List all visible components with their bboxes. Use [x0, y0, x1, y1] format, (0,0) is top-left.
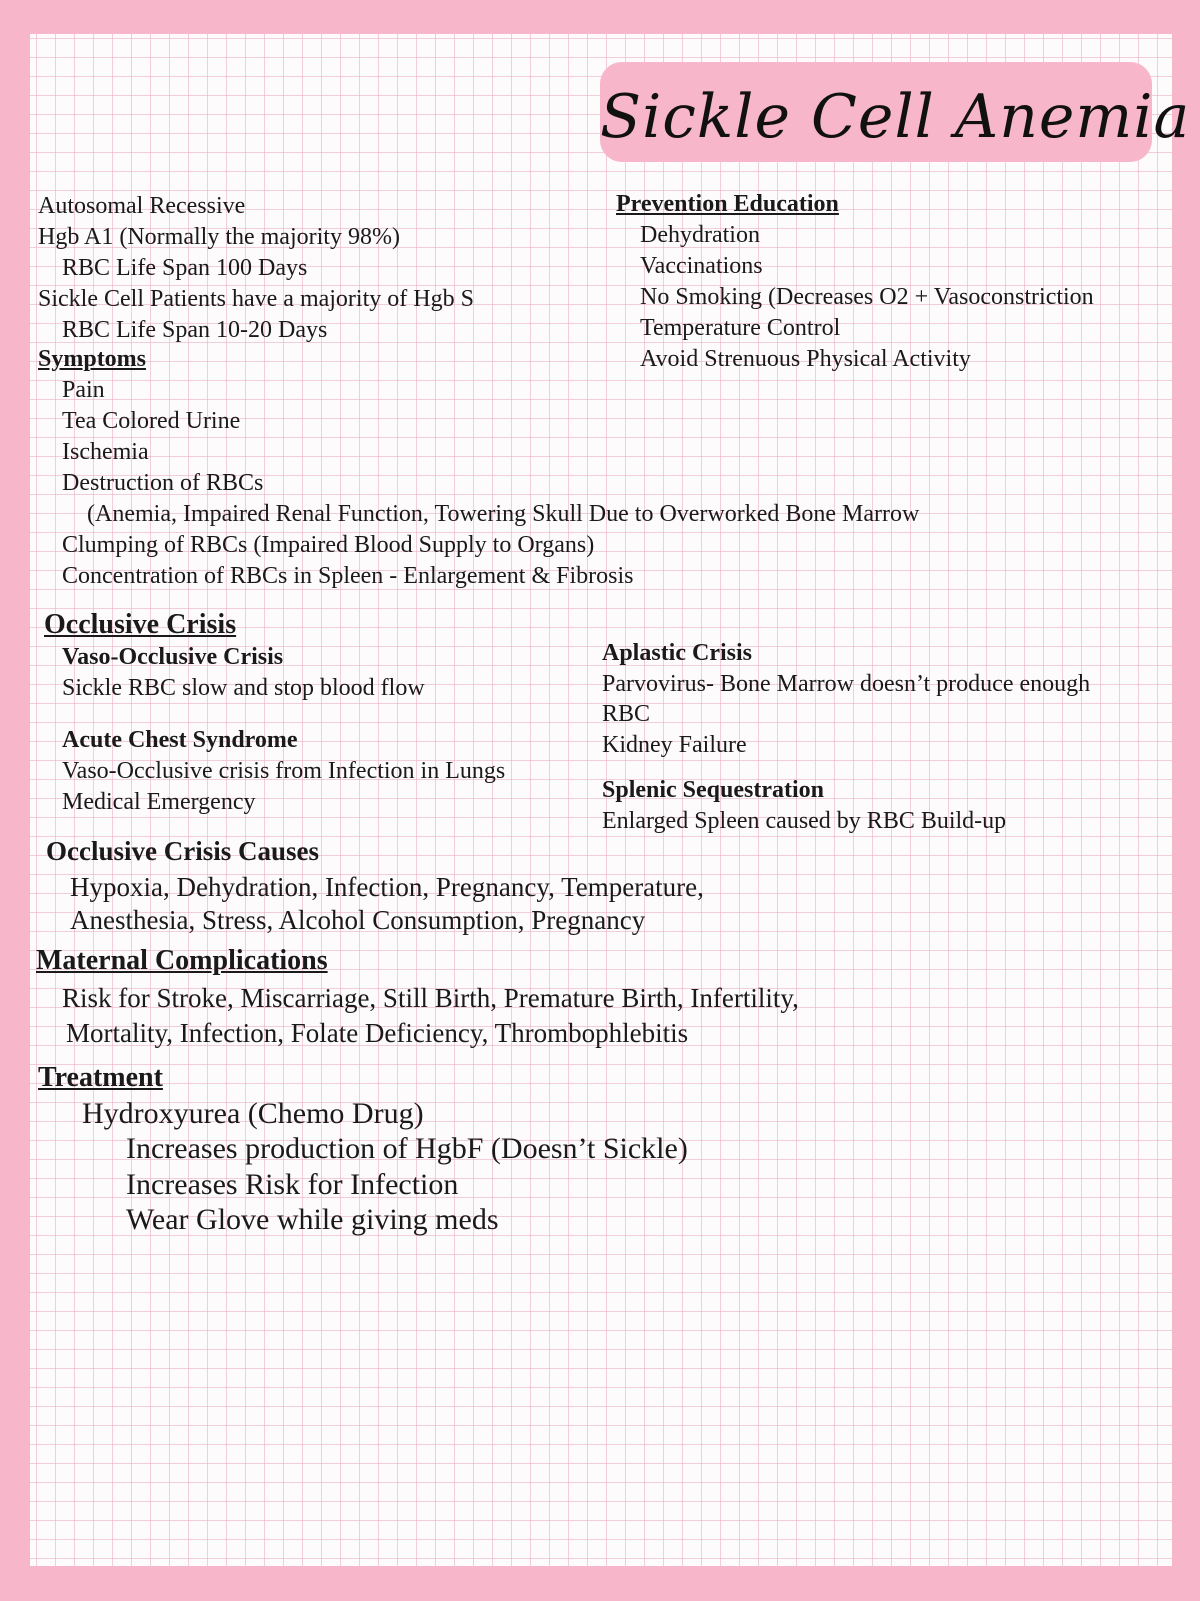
symptoms-heading: Symptoms	[38, 346, 147, 372]
causes-heading: Occlusive Crisis Causes	[46, 836, 319, 866]
intro-line: RBC Life Span 10-20 Days	[62, 317, 328, 343]
treatment-detail: Increases Risk for Infection	[126, 1168, 459, 1201]
acute-chest-line: Medical Emergency	[62, 789, 256, 815]
intro-line: RBC Life Span 100 Days	[62, 255, 308, 281]
splenic-sequestration-text: Enlarged Spleen caused by RBC Build-up	[602, 808, 1007, 834]
symptom-subitem: (Anemia, Impaired Renal Function, Towering Skull Due to Overworked Bone Marrow	[87, 501, 920, 527]
causes-line: Anesthesia, Stress, Alcohol Consumption, Pregnancy	[70, 905, 646, 935]
vaso-occlusive-text: Sickle RBC slow and stop blood flow	[62, 675, 425, 701]
page-title: Sickle Cell Anemia	[600, 82, 1191, 152]
aplastic-line: Kidney Failure	[602, 732, 747, 758]
vaso-occlusive-heading: Vaso-Occlusive Crisis	[62, 644, 284, 670]
intro-line: Sickle Cell Patients have a majority of Hgb S	[38, 286, 474, 312]
prevention-item: Dehydration	[640, 222, 760, 248]
acute-chest-heading: Acute Chest Syndrome	[62, 727, 298, 753]
treatment-detail: Wear Glove while giving meds	[126, 1203, 499, 1236]
symptom-item: Pain	[62, 377, 105, 403]
acute-chest-line: Vaso-Occlusive crisis from Infection in Lungs	[62, 758, 506, 784]
symptom-item: Concentration of RBCs in Spleen - Enlargement & Fibrosis	[62, 563, 634, 589]
intro-line: Hgb A1 (Normally the majority 98%)	[38, 224, 400, 250]
prevention-item: No Smoking (Decreases O2 + Vasoconstriction	[640, 284, 1094, 310]
causes-line: Hypoxia, Dehydration, Infection, Pregnancy, Temperature,	[70, 872, 704, 902]
symptom-item: Tea Colored Urine	[62, 408, 241, 434]
splenic-sequestration-heading: Splenic Sequestration	[602, 777, 825, 803]
occlusive-crisis-heading: Occlusive Crisis	[44, 609, 237, 640]
prevention-item: Vaccinations	[640, 253, 763, 279]
aplastic-line: RBC	[602, 701, 651, 727]
prevention-heading: Prevention Education	[616, 191, 839, 217]
symptom-item: Destruction of RBCs	[62, 470, 264, 496]
symptom-item: Ischemia	[62, 439, 149, 465]
maternal-line: Risk for Stroke, Miscarriage, Still Birth, Premature Birth, Infertility,	[62, 983, 799, 1013]
symptom-item: Clumping of RBCs (Impaired Blood Supply to Organs)	[62, 532, 595, 558]
intro-line: Autosomal Recessive	[38, 193, 246, 219]
prevention-item: Avoid Strenuous Physical Activity	[640, 346, 971, 372]
maternal-heading: Maternal Complications	[36, 945, 328, 976]
treatment-heading: Treatment	[38, 1062, 163, 1093]
treatment-detail: Increases production of HgbF (Doesn’t Sickle)	[126, 1132, 688, 1165]
treatment-drug: Hydroxyurea (Chemo Drug)	[82, 1097, 424, 1130]
aplastic-line: Parvovirus- Bone Marrow doesn’t produce enough	[602, 671, 1091, 697]
aplastic-crisis-heading: Aplastic Crisis	[602, 640, 752, 666]
prevention-item: Temperature Control	[640, 315, 841, 341]
maternal-line: Mortality, Infection, Folate Deficiency, Thrombophlebitis	[66, 1018, 689, 1048]
